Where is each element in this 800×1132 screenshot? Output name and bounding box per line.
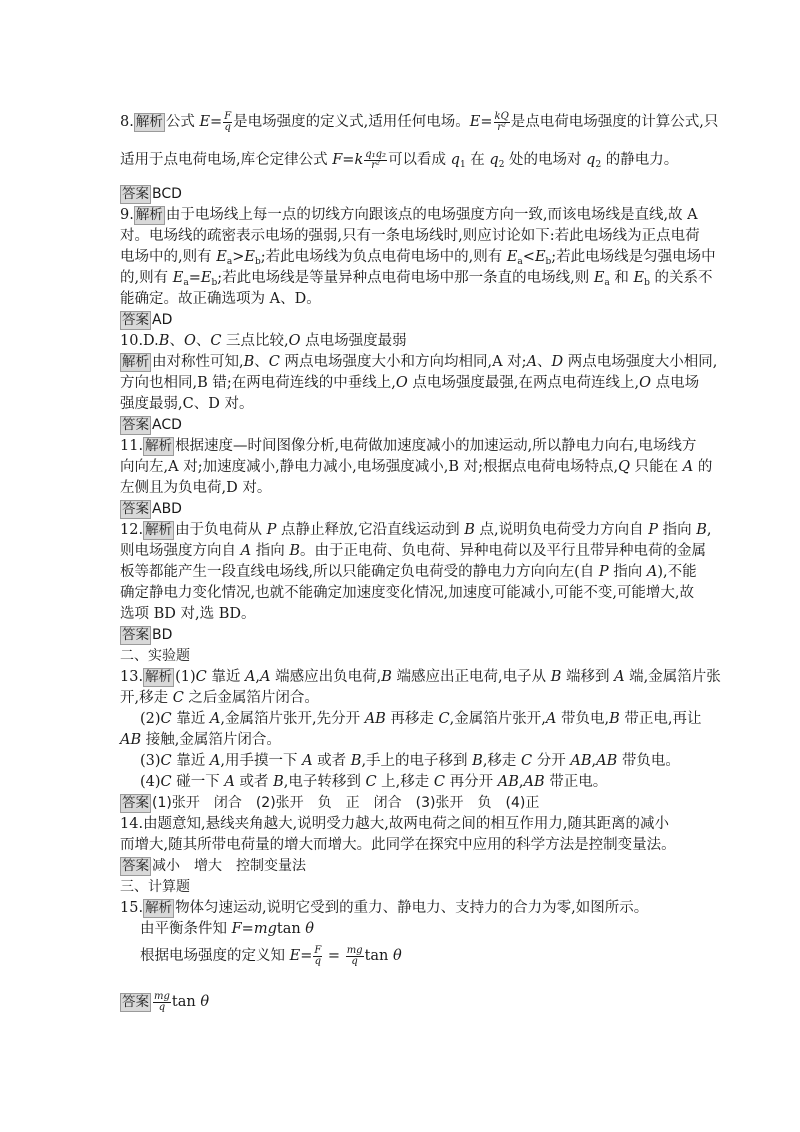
fraction-f-over-q: $\frac{F}{q}$ — [224, 110, 232, 133]
q14-line-1: 14.由题意知,悬线夹角越大,说明受力越大,故两电荷之间的相互作用力,随其距离的减小 — [120, 816, 669, 832]
fraction-mg-over-q: $\frac{mg}{q}$ — [346, 944, 363, 967]
q8-line-1: 8. 解析 公式 E= $\frac{F}{q}$ 是电场强度的定义式,适用任何电场。E= $\frac{kQ}{\text{r²}}$ 是点电荷电场强度的计算公式,只 — [120, 110, 719, 133]
q11-line-3: 左侧且为负电荷,D 对。 — [120, 480, 272, 496]
q10-line-3: 强度最弱,C、D 对。 — [120, 396, 254, 412]
daan-label: 答案 — [122, 312, 149, 328]
q9-line-2: 对。电场线的疏密表示电场的强弱,只有一条电场线时,则应讨论如下:若此电场线为正点电荷 — [120, 228, 700, 244]
q15-line-1: 15. 解析 物体匀速运动,说明它受到的重力、静电力、支持力的合力为零,如图所示。 — [120, 900, 649, 916]
q12-line-1: 12. 解析 由于负电荷从 P 点静止释放,它沿直线运动到 B 点,说明负电荷受力方向自 P 指向 B, — [120, 522, 712, 538]
q10-answer: 答案 ACD — [122, 417, 182, 433]
section-heading-calculation: 三、计算题 — [120, 879, 190, 895]
daan-label: 答案 — [122, 858, 149, 874]
q12-line-5: 选项 BD 对,选 BD。 — [120, 606, 256, 622]
q8-line-2: 适用于点电荷电场,库仑定律公式 F=k $\frac{\text{q₁q₂}}{\text{r²}}$ 可以看成 $q_1$ 在 $q_2$ 处的电场对 $q_2$ 的静电力。 — [120, 148, 679, 171]
q13-line-5: (3)C 靠近 A,用手摸一下 A 或者 B,手上的电子移到 B,移走 C 分开 AB,AB 带负电。 — [140, 753, 680, 769]
fraction-kq-over-r2: $\frac{kQ}{\text{r²}}$ — [494, 110, 509, 133]
daan-label: 答案 — [122, 795, 149, 811]
daan-label: 答案 — [122, 501, 149, 517]
q13-line-6: (4)C 碰一下 A 或者 B,电子转移到 C 上,移走 C 再分开 AB,AB 带正电。 — [140, 774, 608, 790]
fraction-q1q2-over-r2: $\frac{\text{q₁q₂}}{\text{r²}}$ — [365, 148, 387, 171]
q12-line-4: 确定静电力变化情况,也就不能确定加速度变化情况,加速度可能减小,可能不变,可能增大,故 — [120, 585, 695, 601]
daan-label: 答案 — [122, 417, 149, 433]
jiexi-label: 解析 — [135, 207, 163, 223]
q11-line-2: 向向左,A 对;加速度减小,静电力减小,电场强度减小,B 对;根据点电荷电场特点,Q 只能在 A 的 — [120, 459, 713, 475]
q13-line-1: 13. 解析 (1)C 靠近 A,A 端感应出负电荷,B 端感应出正电荷,电子从 B 端移到 A 端,金属箔片张 — [120, 669, 721, 685]
daan-label: 答案 — [122, 994, 149, 1010]
q15-line-3: 根据电场强度的定义知 E= $\frac{F}{q}$ = $\frac{mg}{q}$ tan θ — [140, 944, 402, 967]
jiexi-label: 解析 — [145, 438, 173, 454]
daan-label: 答案 — [122, 186, 149, 202]
jiexi-label: 解析 — [145, 900, 173, 916]
q10-line-1: 解析 由对称性可知,B、C 两点电场强度大小和方向均相同,A 对;A、D 两点电场强度大小相同, — [122, 354, 718, 370]
q13-line-4: AB 接触,金属箔片闭合。 — [120, 732, 281, 748]
q10-heading: 10.D.B、O、C 三点比较,O 点电场强度最弱 — [120, 333, 407, 349]
fraction-mg-over-q: $\frac{mg}{q}$ — [154, 990, 170, 1013]
q14-answer: 答案 减小 增大 控制变量法 — [122, 858, 306, 874]
daan-label: 答案 — [122, 627, 149, 643]
q10-line-2: 方向也相同,B 错;在两电荷连线的中垂线上,O 点电场强度最强,在两点电荷连线上,O 点电场 — [120, 375, 700, 391]
q9-answer: 答案 AD — [122, 312, 173, 328]
q12-line-2: 则电场强度方向自 A 指向 B。由于正电荷、负电荷、异种电荷以及平行且带异种电荷的金属 — [120, 543, 706, 559]
q14-line-2: 而增大,随其所带电荷量的增大而增大。此同学在探究中应用的科学方法是控制变量法。 — [120, 837, 676, 853]
fraction-f-over-q: $\frac{F}{q}$ — [314, 944, 322, 967]
q12-answer: 答案 BD — [122, 627, 173, 643]
q12-line-3: 板等都能产生一段直线电场线,所以只能确定负电荷受的静电力方向向左(自 P 指向 A),不能 — [120, 564, 697, 580]
q11-answer: 答案 ABD — [122, 501, 182, 517]
q13-answer: 答案 (1)张开 闭合 (2)张开 负 正 闭合 (3)张开 负 (4)正 — [122, 795, 540, 811]
q8-answer: 答案 BCD — [122, 186, 182, 202]
q9-line-1: 9. 解析 由于电场线上每一点的切线方向跟该点的电场强度方向一致,而该电场线是直线,故 A — [120, 207, 698, 223]
jiexi-label: 解析 — [122, 354, 149, 370]
q15-line-2: 由平衡条件知 F=mgtan θ — [140, 921, 315, 937]
q9-line-4: 的,则有 $E_a=E_b$;若此电场线是等量异种点电荷电场中那一条直的电场线,则 $E_a$ 和 $E_b$ 的关系不 — [120, 270, 713, 288]
q11-line-1: 11. 解析 根据速度—时间图像分析,电荷做加速度减小的加速运动,所以静电力向右,电场线方 — [120, 438, 697, 454]
q9-line-3: 电场中的,则有 $E_a>E_b$;若此电场线为负点电荷电场中的,则有 $E_a<E_b$;若此电场线是匀强电场中 — [120, 249, 716, 267]
q13-line-2: 开,移走 C 之后金属箔片闭合。 — [120, 690, 319, 706]
q13-line-3: (2)C 靠近 A,金属箔片张开,先分开 AB 再移走 C,金属箔片张开,A 带负电,B 带正电,再让 — [140, 711, 702, 727]
q9-line-5: 能确定。故正确选项为 A、D。 — [120, 291, 321, 307]
jiexi-label: 解析 — [135, 114, 163, 130]
section-heading-experiment: 二、实验题 — [120, 648, 190, 664]
jiexi-label: 解析 — [145, 669, 173, 685]
q15-answer: 答案 $\frac{mg}{q}$ tan θ — [122, 990, 210, 1013]
jiexi-label: 解析 — [145, 522, 173, 538]
